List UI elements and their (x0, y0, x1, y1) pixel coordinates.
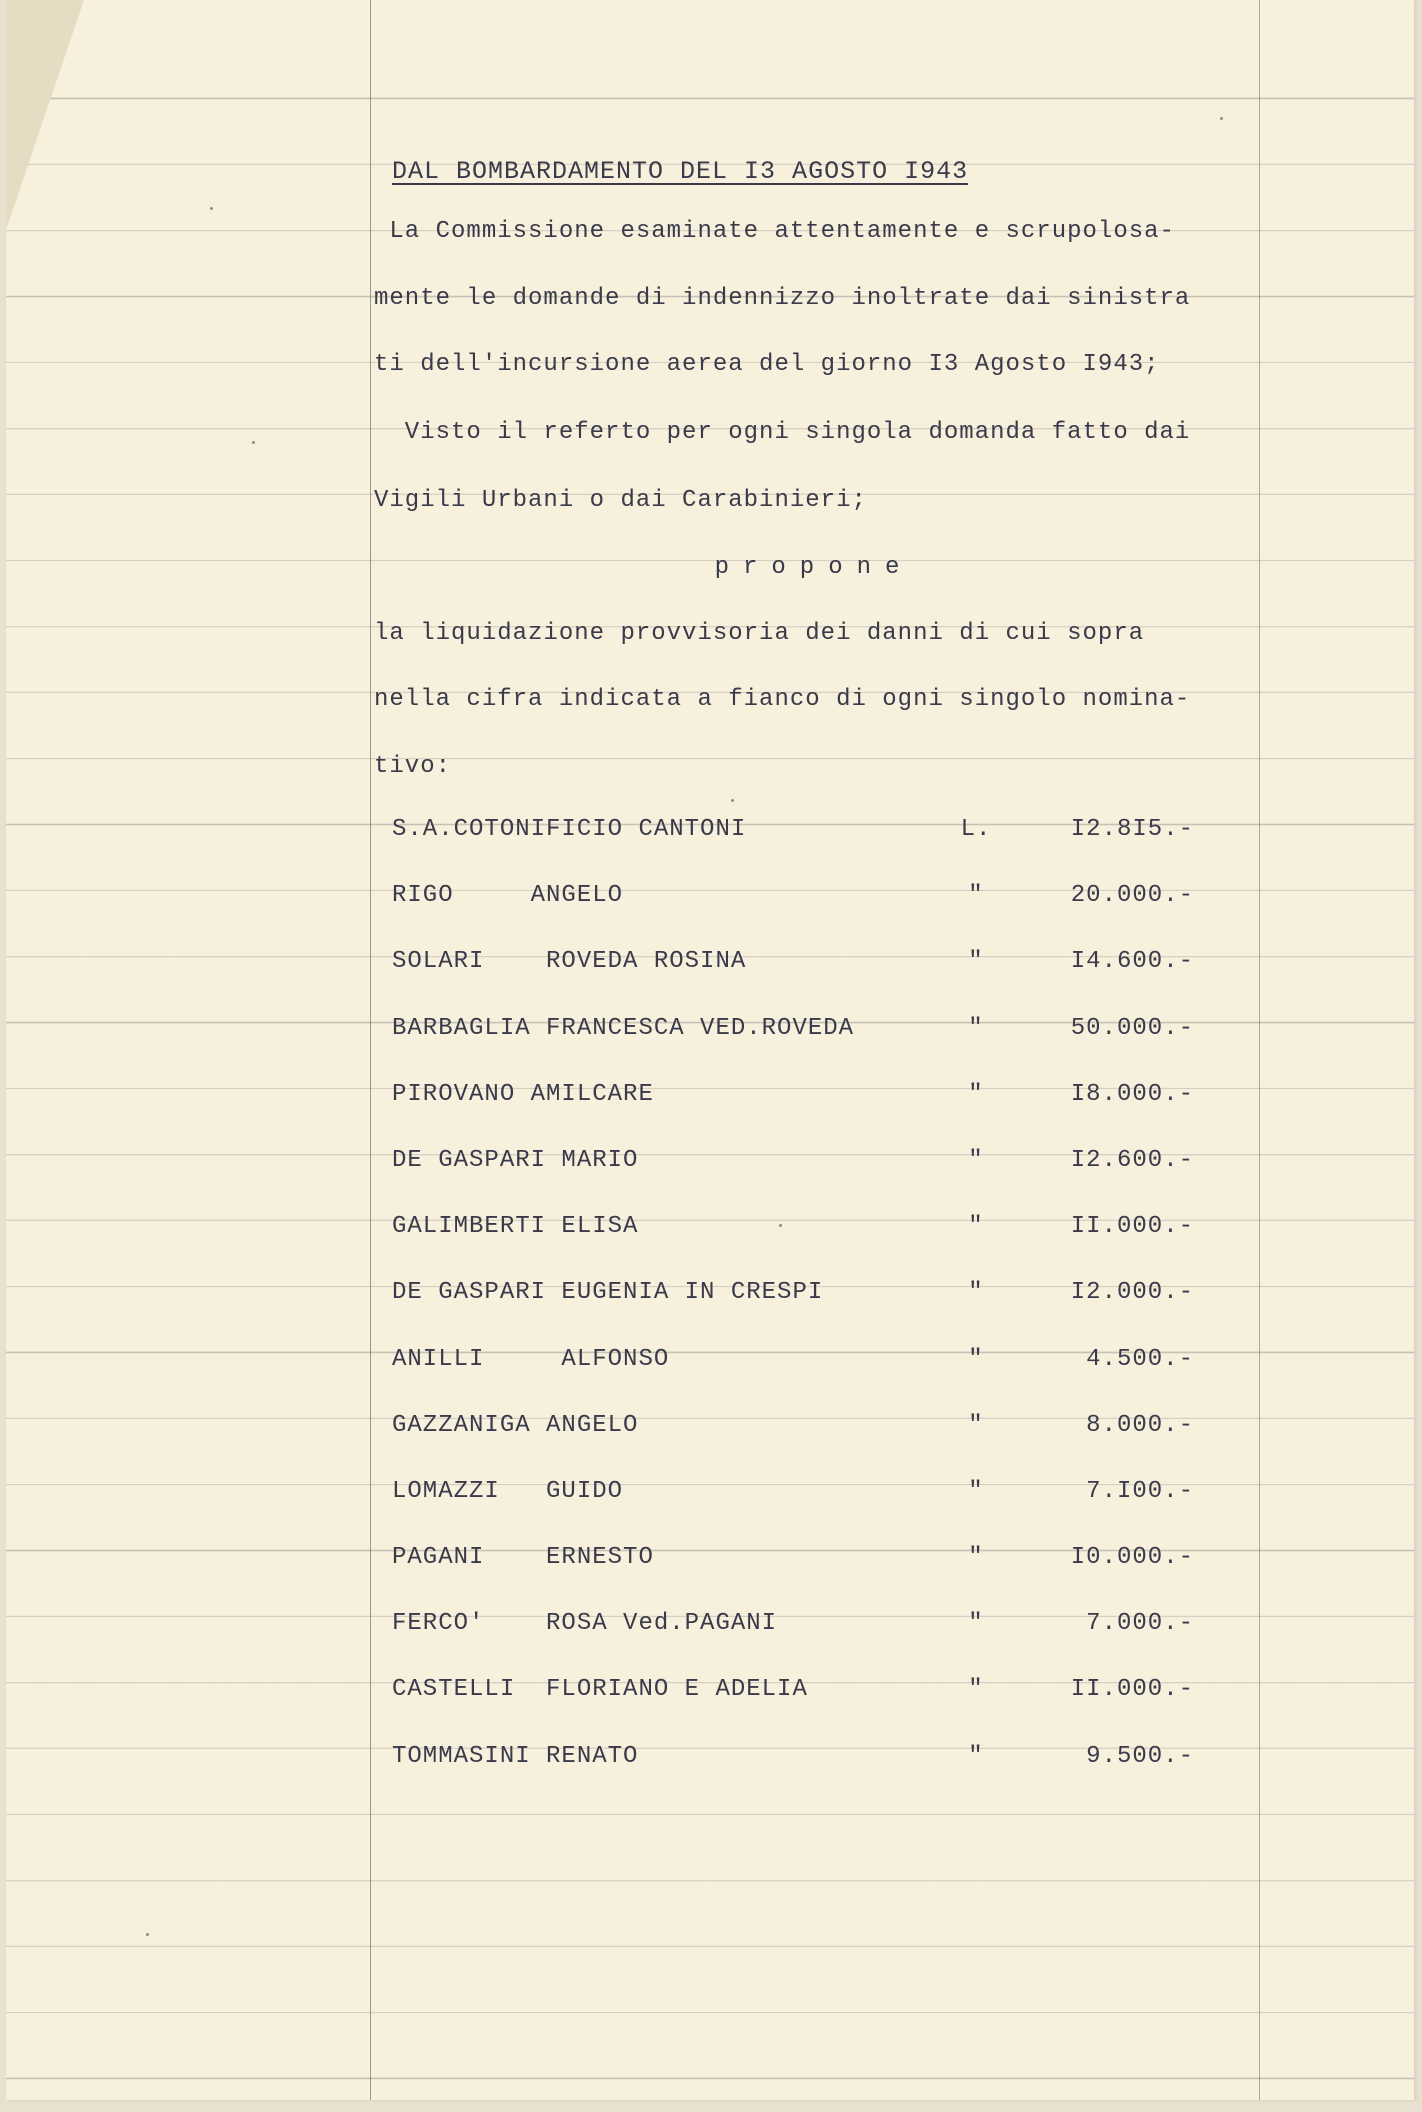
conclusion-line-2: nella cifra indicata a fianco di ogni singolo nomina- (374, 686, 1191, 713)
paper-speck (252, 441, 255, 444)
entry-mark: " (968, 1080, 984, 1108)
document-heading: DAL BOMBARDAMENTO DEL I3 AGOSTO I943 (392, 157, 969, 186)
entry-mark: " (968, 1345, 984, 1373)
entry-amount: I2.000.- (1070, 1279, 1194, 1307)
list-item (374, 1538, 1214, 1604)
list-item (374, 1075, 1214, 1141)
entry-mark: " (968, 1213, 984, 1241)
list-item (374, 942, 1214, 1008)
list-item (374, 1406, 1214, 1472)
list-item (374, 1604, 1214, 1670)
entry-name: S.A.COTONIFICIO CANTONI (392, 816, 747, 843)
entry-name: LOMAZZI GUIDO (392, 1477, 624, 1505)
entry-name: RIGO ANGELO (392, 882, 624, 910)
entry-amount: II.000.- (1070, 1213, 1194, 1241)
entry-mark: " (968, 1544, 984, 1572)
list-item (374, 1009, 1214, 1075)
entry-name: SOLARI ROVEDA ROSINA (392, 948, 747, 976)
entry-amount: I4.600.- (1070, 948, 1194, 976)
paragraph-line-5: Vigili Urbani o dai Carabinieri; (374, 487, 867, 514)
entry-mark: " (968, 948, 984, 976)
entry-amount: 20.000.- (1070, 882, 1194, 910)
entry-name: GAZZANIGA ANGELO (392, 1411, 639, 1439)
document-sheet (6, 0, 1414, 2100)
entry-mark: " (968, 1279, 984, 1307)
paper-speck (1220, 117, 1223, 120)
list-item (374, 1141, 1214, 1207)
paragraph-line-2: mente le domande di indennizzo inoltrate dai sinistra (374, 285, 1191, 312)
left-margin-line (370, 0, 371, 2100)
paper-speck (146, 1933, 149, 1936)
entry-name: DE GASPARI EUGENIA IN CRESPI (392, 1279, 824, 1307)
entry-amount: 7.000.- (1086, 1610, 1194, 1638)
entry-mark: L. (960, 816, 992, 843)
entry-mark: " (968, 1610, 984, 1638)
entry-amount: I8.000.- (1070, 1080, 1194, 1108)
list-item (374, 810, 1214, 876)
entry-amount: II.000.- (1070, 1676, 1194, 1704)
entry-name: BARBAGLIA FRANCESCA VED.ROVEDA (392, 1014, 855, 1042)
list-item (374, 1472, 1214, 1538)
entry-amount: 4.500.- (1086, 1345, 1194, 1373)
list-item (374, 1670, 1214, 1736)
entry-name: ANILLI ALFONSO (392, 1345, 670, 1373)
entry-amount: I0.000.- (1070, 1544, 1194, 1572)
entry-name: TOMMASINI RENATO (392, 1742, 639, 1770)
entry-name: PAGANI ERNESTO (392, 1544, 654, 1572)
conclusion-line-1: la liquidazione provvisoria dei danni di cui sopra (374, 620, 1145, 647)
paper-speck (210, 207, 213, 210)
entry-amount: 50.000.- (1070, 1014, 1194, 1042)
entry-mark: " (968, 882, 984, 910)
entry-mark: " (968, 1742, 984, 1770)
propone-word: propone (714, 554, 914, 581)
entry-mark: " (968, 1676, 984, 1704)
entry-amount: I2.8I5.- (1070, 816, 1194, 843)
paper-speck (779, 1224, 782, 1227)
entry-name: PIROVANO AMILCARE (392, 1080, 654, 1108)
entry-amount: 8.000.- (1086, 1411, 1194, 1439)
list-item (374, 1207, 1214, 1273)
list-item (374, 1340, 1214, 1406)
indemnity-list (374, 810, 1214, 1803)
paragraph-line-3: ti dell'incursione aerea del giorno I3 Agosto I943; (374, 351, 1160, 378)
entry-amount: I2.600.- (1070, 1146, 1194, 1174)
entry-amount: 9.500.- (1086, 1742, 1194, 1770)
entry-mark: " (968, 1014, 984, 1042)
entry-name: GALIMBERTI ELISA (392, 1213, 639, 1241)
list-item (374, 876, 1214, 942)
entry-mark: " (968, 1477, 984, 1505)
folded-corner-shade (6, 0, 84, 230)
list-item (374, 1737, 1214, 1803)
list-item (374, 1273, 1214, 1339)
entry-name: DE GASPARI MARIO (392, 1146, 639, 1174)
paper-speck (731, 799, 734, 802)
entry-name: CASTELLI FLORIANO E ADELIA (392, 1676, 808, 1704)
conclusion-line-3: tivo: (374, 753, 452, 780)
paragraph-line-1: La Commissione esaminate attentamente e scrupolosa- (374, 218, 1175, 245)
entry-mark: " (968, 1411, 984, 1439)
entry-mark: " (968, 1146, 984, 1174)
paragraph-line-4: Visto il referto per ogni singola domanda fatto dai (374, 419, 1191, 446)
entry-name: FERCO' ROSA Ved.PAGANI (392, 1610, 778, 1638)
entry-amount: 7.I00.- (1086, 1477, 1194, 1505)
